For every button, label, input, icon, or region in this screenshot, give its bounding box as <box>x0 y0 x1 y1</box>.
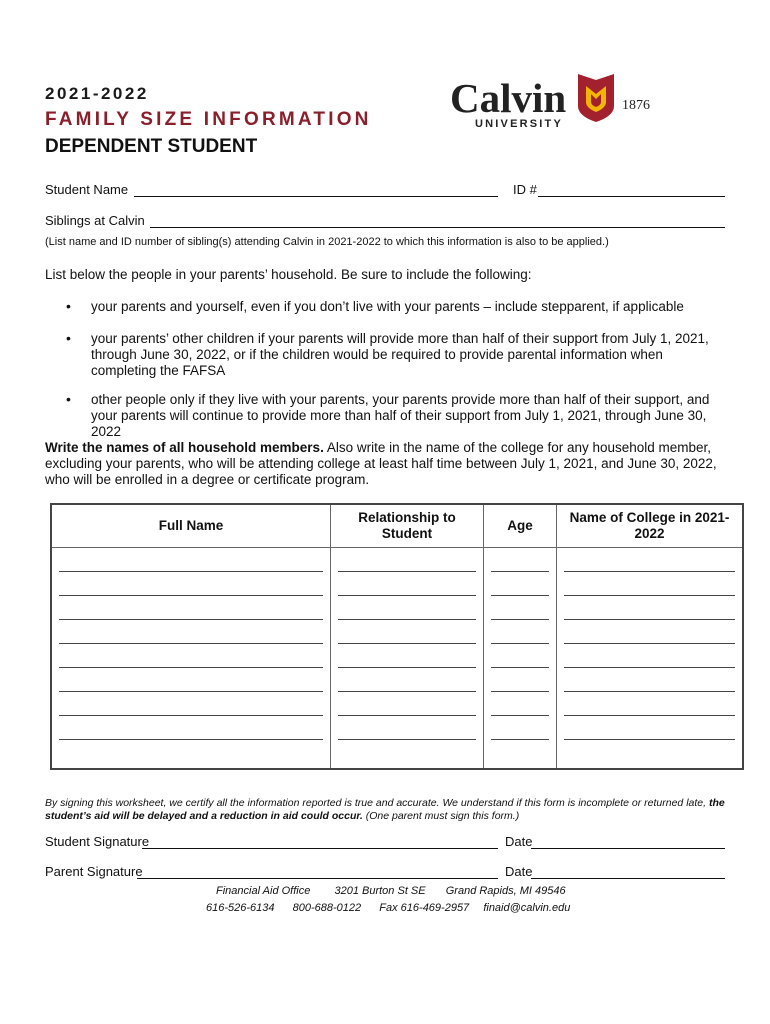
age-input[interactable] <box>484 650 556 674</box>
college-input[interactable] <box>557 650 742 674</box>
certification-text-end: (One parent must sign this form.) <box>362 810 520 822</box>
form-subtitle: DEPENDENT STUDENT <box>45 136 258 157</box>
full-name-column <box>51 548 331 770</box>
full-name-input[interactable] <box>52 698 330 722</box>
age-input[interactable] <box>484 674 556 698</box>
footer-address: 3201 Burton St SE <box>334 885 426 897</box>
student-signature-field[interactable] <box>142 834 498 849</box>
logo-founded-year: 1876 <box>622 98 650 113</box>
college-input[interactable] <box>557 722 742 746</box>
parent-date-label: Date <box>505 864 533 879</box>
logo-wordmark: Calvin <box>450 75 567 121</box>
instructions-intro: List below the people in your parents’ household. Be sure to include the following: <box>45 267 532 282</box>
full-name-input[interactable] <box>52 650 330 674</box>
parent-signature-label: Parent Signature <box>45 864 143 879</box>
certification-statement <box>45 797 735 823</box>
age-column <box>484 548 557 770</box>
bullet-icon: • <box>66 298 71 314</box>
student-date-field[interactable] <box>531 834 725 849</box>
header-full-name: Full Name <box>51 504 331 548</box>
age-input[interactable] <box>484 554 556 578</box>
footer-city: Grand Rapids, MI 49546 <box>445 885 566 897</box>
relationship-input[interactable] <box>331 650 483 674</box>
parent-signature-field[interactable] <box>137 864 498 879</box>
logo-university: UNIVERSITY <box>475 118 564 130</box>
relationship-input[interactable] <box>331 722 483 746</box>
student-signature-label: Student Signature <box>45 834 150 849</box>
table-body-row <box>51 548 743 770</box>
full-name-input[interactable] <box>52 722 330 746</box>
bullet-item-1: your parents and yourself, even if you don’t live with your parents – include stepparent, if applicable <box>91 299 684 314</box>
id-field[interactable] <box>538 182 725 197</box>
college-input[interactable] <box>557 674 742 698</box>
household-instructions-rest: Also write in the name of the college for any household member, excluding your parents, who will be attending college at least half time between July 1, 2021, and June 30, 2022, who will be enrolled in a degree or certificate program. <box>45 440 717 487</box>
age-input[interactable] <box>484 698 556 722</box>
certification-text-start: By signing this worksheet, we certify all the information reported is true and accurate. We understand if this form is incomplete or returned late, <box>45 797 709 809</box>
student-name-label: Student Name <box>45 182 129 197</box>
footer-email: finaid@calvin.edu <box>483 902 571 914</box>
siblings-note: (List name and ID number of sibling(s) attending Calvin in 2021-2022 to which this information is also to be applied.) <box>45 236 609 248</box>
table-header-row <box>51 504 743 548</box>
bullet-item-3: other people only if they live with your parents, your parents provide more than half of their support, and your parents will continue to provide more than half of their support from July 1, 2021, through June 30, 2022 <box>91 392 710 439</box>
household-members-table <box>50 503 744 770</box>
college-input[interactable] <box>557 626 742 650</box>
shield-logo-icon <box>576 72 616 124</box>
bullet-item-2: your parents’ other children if your parents will provide more than half of their support from July 1, 2021, through June 30, 2022, or if the children would be required to provide parental information when completing the FAFSA <box>91 331 709 378</box>
relationship-input[interactable] <box>331 698 483 722</box>
college-input[interactable] <box>557 602 742 626</box>
id-label: ID # <box>513 182 537 197</box>
bullet-icon: • <box>66 391 71 407</box>
college-input[interactable] <box>557 554 742 578</box>
full-name-input[interactable] <box>52 554 330 578</box>
relationship-input[interactable] <box>331 674 483 698</box>
footer-address-line <box>216 885 576 897</box>
form-year: 2021-2022 <box>45 84 149 103</box>
student-date-label: Date <box>505 834 533 849</box>
household-instructions-bold: Write the names of all household members. <box>45 440 324 455</box>
parent-date-field[interactable] <box>531 864 725 879</box>
relationship-input[interactable] <box>331 626 483 650</box>
full-name-input[interactable] <box>52 602 330 626</box>
siblings-label: Siblings at Calvin <box>45 213 145 228</box>
form-title: FAMILY SIZE INFORMATION <box>45 109 372 130</box>
age-input[interactable] <box>484 602 556 626</box>
college-column <box>557 548 744 770</box>
household-instructions <box>45 440 735 488</box>
age-input[interactable] <box>484 578 556 602</box>
header-relationship: Relationship to Student <box>331 504 484 548</box>
footer-phone2: 800-688-0122 <box>292 902 362 914</box>
footer-fax: Fax 616-469-2957 <box>379 902 470 914</box>
relationship-input[interactable] <box>331 602 483 626</box>
relationship-input[interactable] <box>331 554 483 578</box>
age-input[interactable] <box>484 722 556 746</box>
full-name-input[interactable] <box>52 578 330 602</box>
full-name-input[interactable] <box>52 674 330 698</box>
footer-phone1: 616-526-6134 <box>206 902 275 914</box>
siblings-field[interactable] <box>150 213 725 228</box>
header-college: Name of College in 2021-2022 <box>557 504 744 548</box>
full-name-input[interactable] <box>52 626 330 650</box>
college-input[interactable] <box>557 578 742 602</box>
student-name-field[interactable] <box>134 182 498 197</box>
footer-office: Financial Aid Office <box>216 885 311 897</box>
header-age: Age <box>484 504 557 548</box>
footer-contact-line <box>206 902 586 914</box>
bullet-icon: • <box>66 330 71 346</box>
age-input[interactable] <box>484 626 556 650</box>
relationship-column <box>331 548 484 770</box>
college-input[interactable] <box>557 698 742 722</box>
relationship-input[interactable] <box>331 578 483 602</box>
certification-text-bold: the student’s aid will be delayed and a reduction in aid could occur. <box>45 797 725 822</box>
